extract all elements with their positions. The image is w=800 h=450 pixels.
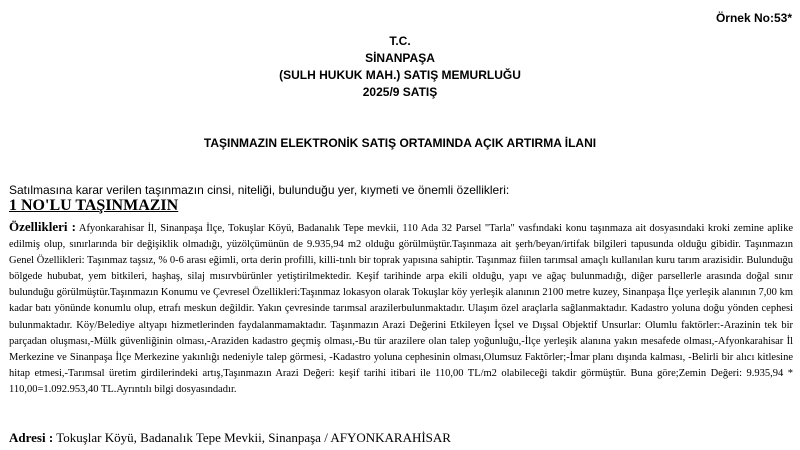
property-features: [9, 219, 793, 398]
announcement-title: TAŞINMAZIN ELEKTRONİK SATIŞ ORTAMINDA AÇIK ARTIRMA İLANI: [203, 136, 597, 150]
address-text: Tokuşlar Köyü, Badanalık Tepe Mevkii, Sinanpaşa / AFYONKARAHİSAR: [53, 430, 451, 445]
header-line-district: SİNANPAŞA: [365, 51, 435, 65]
header-line-case-number: 2025/9 SATIŞ: [362, 85, 438, 99]
address-label: Adresi :: [9, 430, 54, 445]
header-line-tc: T.C.: [389, 34, 411, 48]
document-header: [0, 33, 800, 101]
intro-text: Satılmasına karar verilen taşınmazın cinsi, niteliği, bulunduğu yer, kıymeti ve önemli özellikleri:: [9, 183, 510, 197]
property-address: [9, 430, 795, 446]
sample-number: Örnek No:53*: [715, 11, 792, 25]
features-text: Afyonkarahisar İl, Sinanpaşa İlçe, Tokuşlar Köyü, Badanalık Tepe mevkii, 110 Ada 32 Parsel "Tarla" vasfındaki konu taşınmaza ait dosyasındaki kroki zemine aplike edilmiş olup, sınırlarında bir değişiklik olmadığı, yüzölçümünün de 9.935,94 m2 olduğu görülmüştür.Taşınmaza ait şerh/beyan/irtifak bilgileri tapusunda olduğu gibidir. Taşınmazın Genel Özellikleri: Taşınmaz taşsız, % 0-6 arası eğimli, orta derin profilli, killi-tınlı bir toprak yapısına sahiptir. Taşınmaz fiilen tarımsal amaçlı kullanılan kuru tarım arazisidir. Bulunduğu bölgede hububat, yem bitkileri, haşhaş, silaj mısırvbürünler yetiştirilmektedir. Keşif tarihinde arpa ekili olduğu, yapı ve ağaç bulunmadığı, diğer parsellerle arasında doğal sınır bulunduğu görülmüştür.Taşınmazın Konumu ve Çevresel Özellikleri:Taşınmaz lokasyon olarak Tokuşlar köy yerleşik alanının 2100 metre kuzey, Sinanpaşa İlçe yerleşik alanının 7,00 km kadar batı yönünde konumlu olup, etrafı meskun değildir. Yakın çevresinde tarımsal arazilerbulunmaktadır. Ulaşım özel araçlarla sağlanmaktadır. Kadastro yoluna doğu yönden cephesi bulunmaktadır. Köy/Belediye altyapı hizmetlerinden faydalanmamaktadır. Taşınmazın Arazi Değerini Etkileyen İçsel ve Dışsal Objektif Unsurlar: Olumlu faktörler:-Arazinin tek bir parçadan oluşması,-Mülk güvenliğinin olması,-Araziden kadastro geçmiş olması,-Bu tür arazilere olan talep yoğunluğu,-İlçe yerleşik alanına yakın mesafede olması,-Afyonkarahisar İl Merkezine ve Sinanpaşa İlçe Merkezine yakınlığı nedeniyle talep görmesi, -Kadastro yoluna cephesinin olması,Olumsuz Faktörler;-İmar planı dışında kalması, -Belirli bir alıcı kitlesine hitap etmesi,-Tarımsal üretim girdilerindeki artış,Taşınmazın Arazi Değeri: keşif tarihi itibari ile 110,00 TL/m2 olabileceği takdir görmüştür. Buna göre;Zemin Değeri: 9.935,94 * 110,00=1.092.953,40 TL.Ayrıntılı bilgi dosyasındadır.: [9, 223, 793, 395]
header-line-office: (SULH HUKUK MAH.) SATIŞ MEMURLUĞU: [279, 68, 521, 82]
features-label: Özellikleri :: [9, 219, 76, 234]
item-heading: 1 NO'LU TAŞINMAZIN: [9, 197, 179, 214]
